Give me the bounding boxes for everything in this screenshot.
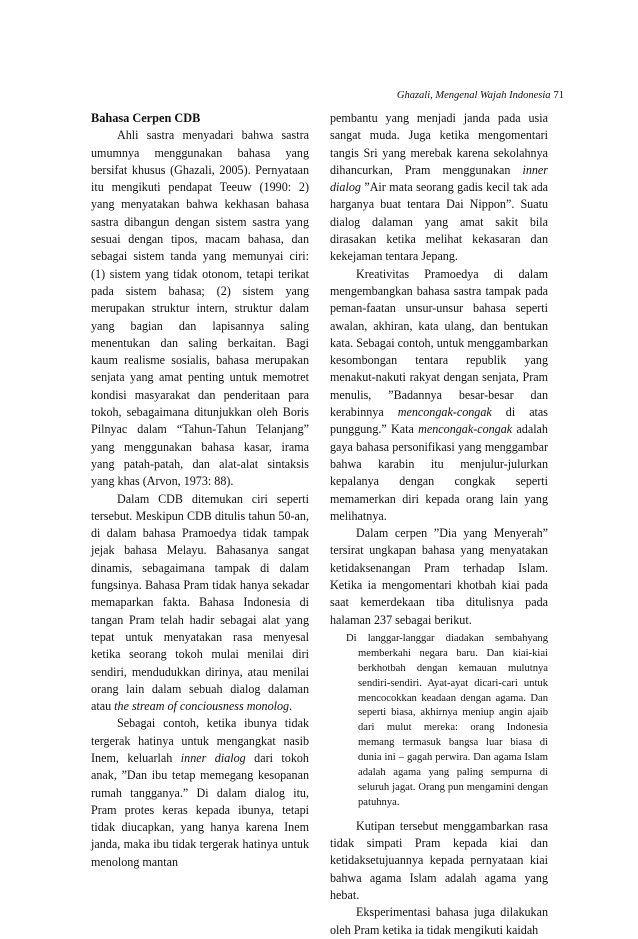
page-number: 71 bbox=[553, 90, 564, 101]
running-header bbox=[397, 90, 564, 101]
paragraph bbox=[91, 491, 309, 716]
paragraph bbox=[330, 266, 548, 525]
section-title: Bahasa Cerpen CDB bbox=[91, 111, 201, 125]
paragraph-text: Kreativitas Pramoedya di dalam mengembangkan bahasa sastra tampak pada peman-faatan unsur-unsur bahasa seperti awalan, akhiran, kata ulang, dan bentukan kata. Sebagai contoh, untuk menggambarkan kesombongan tentara republik yang menakut-nakuti rakyat dengan senjata, Pram menulis, ”Badannya besar-besar dan kerabinnya bbox=[330, 266, 548, 420]
paragraph-text: pembantu yang menjadi janda pada usia sangat muda. Juga ketika mengomentari tangis Sri yang merebak karena sekolahnya dihancurkan, Pram menggunakan bbox=[330, 111, 548, 177]
block-quote bbox=[346, 632, 548, 811]
left-column bbox=[91, 110, 309, 871]
paragraph-text: ”Air mata seorang gadis kecil tak ada harganya buat tentara Dai Nippon”. Suatu dialog dalaman yang amat sakit bila dirasakan ketika melihat kekasaran dan kekejaman tentara Jepang. bbox=[330, 180, 548, 264]
running-title: Ghazali, Mengenal Wajah Indonesia bbox=[396, 90, 551, 101]
italic-term: mencongak-congak bbox=[418, 422, 513, 437]
paragraph-text: Sebagai contoh, ketika ibunya tidak tergerak hatinya untuk mengangkat nasib Inem, keluarlah bbox=[91, 716, 309, 765]
paragraph-text: di atas punggung.” Kata bbox=[330, 405, 548, 437]
quote-text: Di langgar-langgar diadakan sembahyang memberkahi negara baru. Dan kiai-kiai berkhotbah dengan kemauan mulutnya sendiri-sendiri. Ayat-ayat dicari-cari untuk mencocokkan keadaan dengan agama. Dan seperti biasa, akhirnya meniup angin ajaib dari mulut mereka: orang Indonesia memang termasuk bangsa luar biasa di dunia ini – gagah perwira. Dan agama Islam adalah agama yang paling sempurna di seluruh jagat. Orang pun mengamini dengan patuhnya. bbox=[346, 632, 548, 808]
italic-term: inner dialog bbox=[330, 162, 548, 195]
paragraph-text: Dalam CDB ditemukan ciri seperti tersebut. Meskipun CDB ditulis tahun 50-an, di dalam bahasa Pramoedya tidak tampak jejak bahasa Melayu. Bahasanya sangat dinamis, sebagaimana tampak di dalam fungsinya. Bahasa Pram tidak hanya sekadar memaparkan fakta. Bahasa Indonesia di tangan Pram telah hadir sebagai alat yang tepat untuk menyatakan rasa menyesal ketika seorang tokoh mulai menilai diri sendiri, mendudukkan dirinya, atau menilai orang lain dalam sebuah dialog dalaman atau bbox=[91, 491, 309, 714]
paragraph-text: . bbox=[289, 699, 293, 714]
italic-term: mencongak-congak bbox=[397, 405, 492, 420]
paragraph-text: dari tokoh anak, ”Dan ibu tetap memegang kesopanan rumah tangganya.” Di dalam dialog itu, Pram protes keras kepada ibunya, tetapi tidak diucapkan, yang hanya karena Inem janda, maka ibu tidak tergerak hatinya untuk menolong mantan bbox=[91, 750, 309, 869]
right-column bbox=[330, 110, 548, 939]
paragraph: Kutipan tersebut menggambarkan rasa tidak simpati Pram kepada kiai dan ketidaksetujuannya kepada pernyataan kiai bahwa agama Islam adalah agama yang hebat. bbox=[330, 818, 548, 902]
italic-term: inner dialog bbox=[180, 750, 246, 765]
paragraph bbox=[330, 110, 548, 266]
paragraph bbox=[91, 715, 309, 871]
paragraph: Ahli sastra menyadari bahwa sastra umumnya menggunakan bahasa yang bersifat khusus (Ghazali, 2005). Pernyataan itu mengikuti pendapat Teeuw (1990: 2) yang menyatakan bahwa kekhasan bahasa sastra dibangun dengan sistem sastra yang sesuai dengan tipos, macam bahasa, dan sebagai sistem tanda yang memunyai ciri: (1) sistem yang tidak otonom, tetapi terikat pada sistem bahasa; (2) sistem yang merupakan struktur intern, struktur dalam yang bagian dan lapisannya saling menentukan dan saling berkaitan. Bagi kaum realisme sosialis, bahasa merupakan senjata yang amat penting untuk memotret kondisi masyarakat dan penderitaan para tokoh, sebagaimana ditunjukkan oleh Boris Pilnyac dalam “Tahun-Tahun Telanjang” yang menggunakan bahasa kasar, irama yang patah-patah, dan alat-alat sintaksis yang khas (Arvon, 1973: 88). bbox=[91, 128, 309, 489]
paragraph: Eksperimentasi bahasa juga dilakukan oleh Pram ketika ia tidak mengikuti kaidah bbox=[330, 905, 548, 937]
paragraph-text: adalah gaya bahasa personifikasi yang menggambar bahwa karabin itu menjulur-julurkan kepalanya dengan congkak seperti memamerkan diri kepada orang lain yang melihatnya. bbox=[330, 422, 548, 523]
italic-term: the stream of conciousness monolog bbox=[114, 699, 290, 714]
paragraph: Dalam cerpen ”Dia yang Menyerah” tersirat ungkapan bahasa yang menyatakan ketidaksenangan Pram terhadap Islam. Ketika ia mengomentari khotbah kiai pada saat kemerdekaan tiba ditulisnya pada halaman 237 sebagai berikut. bbox=[330, 526, 548, 627]
